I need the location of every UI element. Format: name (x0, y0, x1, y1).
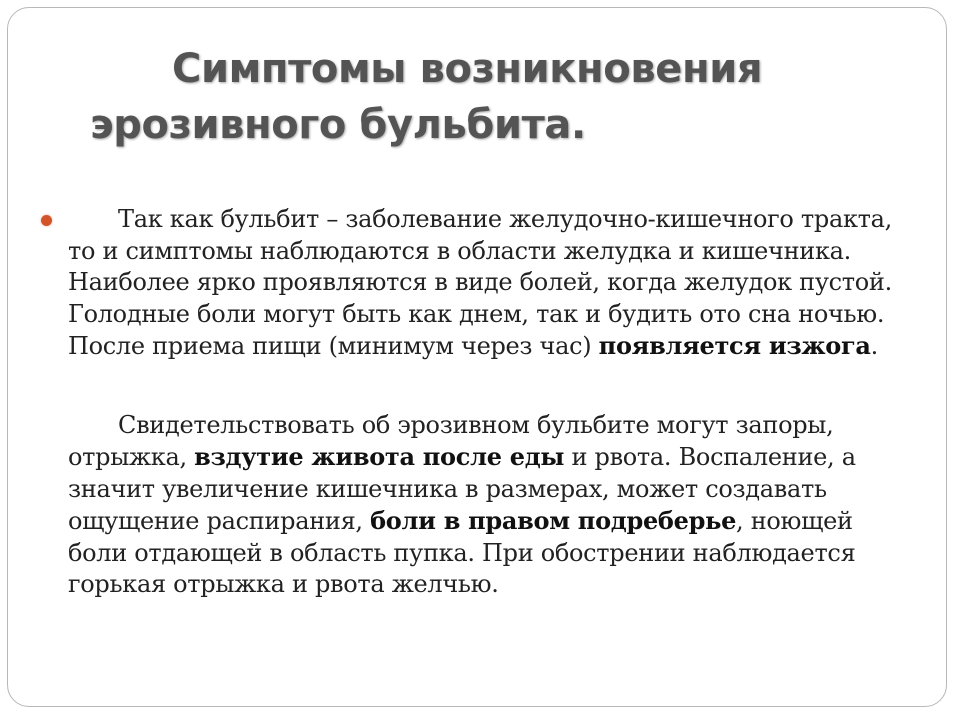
paragraph-1 (68, 204, 918, 363)
paragraph-2-bold-2: боли в правом подреберье (370, 506, 737, 535)
paragraph-2-bold-1: вздутие живота после еды (194, 442, 565, 471)
paragraph-1-text-2: . (870, 332, 879, 360)
slide-body (68, 204, 918, 601)
paragraph-2 (68, 410, 918, 601)
paragraph-1-bold-1: появляется изжога (598, 331, 871, 360)
paragraph-2-text-2: и рвота. Воспаление, а значит увеличение кишечника в размерах, может создавать ощущение распирания, (68, 443, 856, 535)
title-line-2: эрозивного бульбита. (90, 102, 586, 148)
title-line-1: Симптомы возникновения (172, 46, 763, 92)
bullet-dot-icon (41, 215, 52, 226)
paragraph-2-text-3: , ноющей боли отдающей в область пупка. При обострении наблюдается горькая отрыжка и рвота желчью. (68, 507, 856, 598)
paragraph-1-text-1: Так как бульбит – заболевание желудочно-кишечного тракта, то и симптомы наблюдаются в области желудка и кишечника. Наиболее ярко проявляются в виде болей, когда желудок пустой. Голодные боли могут быть как днем, так и будить ото сна ночью. После приема пищи (минимум через час) (68, 205, 892, 360)
slide-title (8, 41, 946, 153)
paragraph-2-text-1: Свидетельствовать об эрозивном бульбите могут запоры, отрыжка, (68, 410, 834, 471)
slide (7, 7, 947, 707)
